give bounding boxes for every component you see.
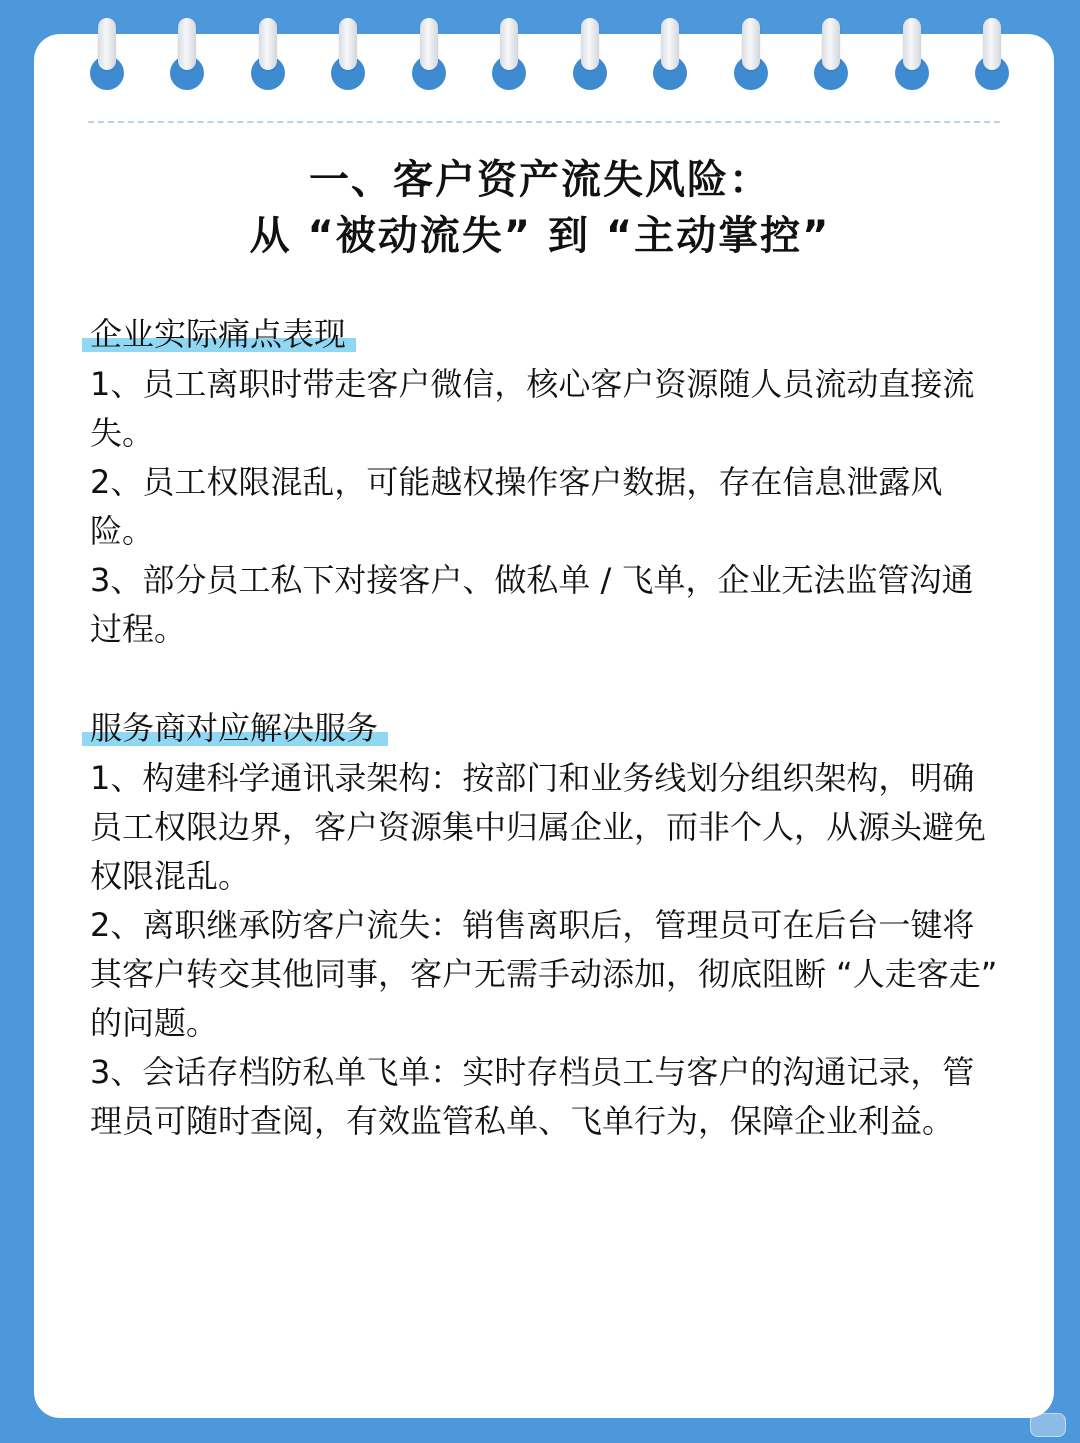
list-item: 3、会话存档防私单飞单：实时存档员工与客户的沟通记录，管理员可随时查阅，有效监管私单、飞单行为，保障企业利益。 [90,1053,975,1140]
binder-ring-icon [814,18,848,90]
binder-ring-icon [734,18,768,90]
list-item: 3、部分员工私下对接客户、做私单 / 飞单，企业无法监管沟通过程。 [90,561,974,648]
list-item: 1、员工离职时带走客户微信，核心客户资源随人员流动直接流失。 [90,365,975,452]
binder-ring-icon [412,18,446,90]
pain-points-section [90,314,1005,654]
pain-points-list [90,360,1005,654]
binder-ring-icon [492,18,526,90]
binder-ring-icon [331,18,365,90]
section-heading: 企业实际痛点表现 [90,314,350,354]
list-item: 2、员工权限混乱，可能越权操作客户数据，存在信息泄露风险。 [90,463,943,550]
title-line-1: 一、客户资产流失风险： [309,157,771,203]
binder-ring-icon [895,18,929,90]
section-heading: 服务商对应解决服务 [90,708,382,748]
list-item: 2、离职继承防客户流失：销售离职后，管理员可在后台一键将其客户转交其他同事，客户无需手动添加，彻底阻断 “人走客走” 的问题。 [90,906,998,1042]
binder-rings [0,0,1080,100]
solutions-list [90,754,1005,1146]
binder-ring-icon [975,18,1009,90]
binder-ring-icon [170,18,204,90]
watermark-badge [1030,1413,1066,1437]
title-line-2: 从 “被动流失” 到 “主动掌控” [249,213,831,259]
solutions-section [90,708,1005,1146]
binder-ring-icon [653,18,687,90]
binder-ring-icon [90,18,124,90]
binder-ring-icon [573,18,607,90]
list-item: 1、构建科学通讯录架构：按部门和业务线划分组织架构，明确员工权限边界，客户资源集中归属企业，而非个人，从源头避免权限混乱。 [90,759,987,895]
binder-ring-icon [251,18,285,90]
page-title [80,152,1000,264]
dashed-divider [88,121,1000,123]
